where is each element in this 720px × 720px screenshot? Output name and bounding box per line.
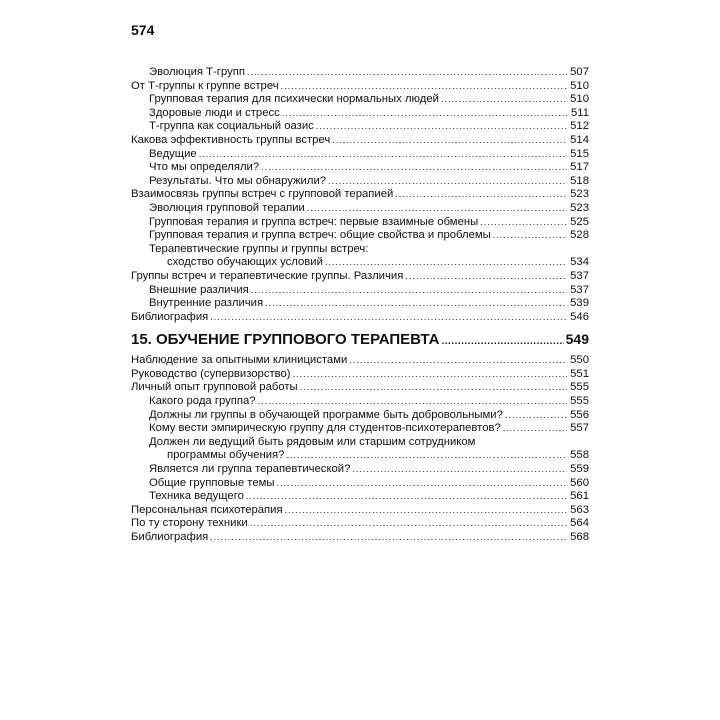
toc-entry: [131, 148, 589, 162]
toc-entry-page: 559: [570, 463, 589, 476]
toc-entry-page: 511: [570, 106, 589, 119]
toc-entry: [131, 188, 589, 202]
toc-entry-page: 556: [570, 408, 589, 421]
toc-entry: [131, 93, 589, 107]
leader-dots: [265, 297, 567, 311]
leader-dots: [246, 490, 567, 504]
leader-dots: [282, 107, 567, 121]
toc-entry: [131, 395, 589, 409]
toc-entry-title: Групповая терапия и группа встреч: первые взаимные обмены: [149, 215, 479, 228]
toc-entry-title: Общие групповые темы: [149, 476, 275, 489]
toc-entry: [131, 490, 589, 504]
leader-dots: [251, 284, 567, 298]
toc-entry: [131, 202, 589, 216]
toc-entry: [131, 66, 589, 80]
toc-entry-page: 568: [570, 531, 589, 543]
toc-entry-title: Терапевтические группы и группы встреч:: [149, 242, 369, 255]
chapter-heading: [131, 329, 589, 352]
toc-entry-page: 560: [570, 476, 589, 489]
toc-entry-title: Библиография: [131, 310, 209, 323]
toc-entry-title: Групповая терапия для психически нормальных людей: [149, 93, 439, 106]
leader-dots: [332, 134, 567, 148]
toc-entry-page: 557: [570, 422, 589, 435]
toc-entry: [131, 463, 589, 477]
toc-entry-page: 537: [570, 283, 589, 296]
leader-dots: [277, 477, 568, 491]
toc-entry-title-continued: программы обучения?: [167, 449, 285, 462]
toc-entry: [131, 120, 589, 134]
leader-dots: [281, 80, 567, 94]
toc-entry-title: Какова эффективность группы встреч: [131, 133, 331, 146]
leader-dots: [325, 256, 567, 270]
toc-entry-page: 564: [570, 517, 589, 530]
toc-entry-title: Что мы определяли?: [149, 161, 260, 174]
toc-entry-title: Взаимосвязь группы встреч с групповой терапией: [131, 188, 394, 201]
leader-dots: [480, 216, 567, 230]
toc-entry: [131, 436, 589, 463]
leader-dots: [250, 517, 567, 531]
toc-entry-title: Ведущие: [149, 147, 197, 160]
toc-entry-title: Библиография: [131, 531, 209, 543]
toc-entry-page: 512: [570, 120, 589, 133]
toc-entry-title: Т-группа как социальный оазис: [149, 120, 314, 133]
page-number: 574: [131, 22, 155, 38]
leader-dots: [349, 354, 567, 368]
leader-dots: [352, 463, 567, 477]
toc-entry-title: Какого рода группа?: [149, 395, 256, 408]
toc-entry: [131, 311, 589, 325]
table-of-contents: [131, 66, 589, 545]
toc-entry: [131, 216, 589, 230]
toc-entry: [131, 134, 589, 148]
toc-entry-title: Наблюдение за опытными клиницистами: [131, 354, 348, 367]
leader-dots: [293, 368, 567, 382]
toc-entry-title: Техника ведущего: [149, 490, 244, 503]
toc-entry-page: 563: [570, 503, 589, 516]
toc-entry: [131, 80, 589, 94]
toc-entry-page: 515: [570, 147, 589, 160]
toc-entry-page: 528: [570, 229, 589, 242]
chapter-title: 15. ОБУЧЕНИЕ ГРУППОВОГО ТЕРАПЕВТА: [131, 331, 440, 349]
toc-entry-page: 523: [570, 201, 589, 214]
toc-entry-page: 514: [570, 133, 589, 146]
toc-entry: [131, 409, 589, 423]
leader-dots: [328, 175, 567, 189]
leader-dots: [441, 332, 563, 352]
toc-entry-title: Персональная психотерапия: [131, 503, 283, 516]
toc-entry: [131, 381, 589, 395]
toc-entry-title: Должны ли группы в обучающей программе быть добровольными?: [149, 408, 503, 421]
toc-entry-page: 539: [570, 297, 589, 310]
leader-dots: [286, 449, 567, 463]
toc-entry: [131, 531, 589, 545]
toc-entry: [131, 517, 589, 531]
toc-entry: [131, 229, 589, 243]
toc-entry-page: 510: [570, 79, 589, 92]
toc-entry-title: Является ли группа терапевтической?: [149, 463, 351, 476]
toc-entry-title: Руководство (супервизорство): [131, 367, 291, 380]
leader-dots: [441, 93, 567, 107]
leader-dots: [261, 161, 567, 175]
toc-entry: [131, 243, 589, 270]
toc-entry-page: 555: [570, 395, 589, 408]
leader-dots: [247, 66, 567, 80]
toc-entry-title: Должен ли ведущий быть рядовым или старшим сотрудником: [149, 435, 476, 448]
toc-entry: [131, 477, 589, 491]
toc-entry-title: Групповая терапия и группа встреч: общие свойства и проблемы: [149, 229, 491, 242]
toc-entry-page: 534: [570, 256, 589, 269]
toc-entry-title: Кому вести эмпирическую группу для студентов-психотерапевтов?: [149, 422, 501, 435]
toc-entry-title: Эволюция Т-групп: [149, 66, 245, 78]
toc-entry-page: 551: [570, 367, 589, 380]
toc-entry: [131, 422, 589, 436]
leader-dots: [405, 270, 567, 284]
toc-entry-page: 555: [570, 381, 589, 394]
toc-entry-title: Внешние различия: [149, 283, 249, 296]
leader-dots: [316, 120, 567, 134]
toc-entry-page: 525: [570, 215, 589, 228]
leader-dots: [210, 531, 567, 545]
toc-entry: [131, 107, 589, 121]
toc-entry: [131, 297, 589, 311]
toc-entry-title: От Т-группы к группе встреч: [131, 79, 279, 92]
toc-entry-page: 510: [570, 93, 589, 106]
toc-entry: [131, 504, 589, 518]
toc-entry-title: По ту сторону техники: [131, 517, 248, 530]
toc-entry-page: 518: [570, 174, 589, 187]
leader-dots: [395, 188, 567, 202]
toc-entry-title: Группы встреч и терапевтические группы. Различия: [131, 269, 404, 282]
leader-dots: [307, 202, 567, 216]
toc-entry-page: 546: [570, 310, 589, 323]
toc-entry-title: Результаты. Что мы обнаружили?: [149, 174, 327, 187]
toc-entry-title: Здоровые люди и стресс: [149, 106, 280, 119]
toc-entry-page: 507: [570, 66, 589, 78]
chapter-page: 549: [565, 331, 589, 348]
toc-entry: [131, 284, 589, 298]
leader-dots: [503, 422, 567, 436]
leader-dots: [493, 229, 567, 243]
toc-entry-page: 558: [570, 449, 589, 462]
leader-dots: [199, 148, 567, 162]
toc-entry-title: Эволюция групповой терапии: [149, 201, 305, 214]
toc-entry-page: 550: [570, 354, 589, 367]
toc-entry-page: 517: [570, 161, 589, 174]
toc-entry-title: Личный опыт групповой работы: [131, 381, 298, 394]
leader-dots: [505, 409, 567, 423]
leader-dots: [258, 395, 567, 409]
toc-entry: [131, 175, 589, 189]
leader-dots: [210, 311, 567, 325]
toc-entry-page: 537: [570, 269, 589, 282]
leader-dots: [285, 504, 567, 518]
toc-entry-title-continued: сходство обучающих условий: [167, 256, 323, 269]
toc-entry-title: Внутренние различия: [149, 297, 264, 310]
leader-dots: [300, 381, 567, 395]
toc-entry: [131, 354, 589, 368]
toc-entry: [131, 270, 589, 284]
toc-entry-page: 561: [570, 490, 589, 503]
toc-entry: [131, 368, 589, 382]
toc-entry-page: 523: [570, 188, 589, 201]
toc-entry: [131, 161, 589, 175]
